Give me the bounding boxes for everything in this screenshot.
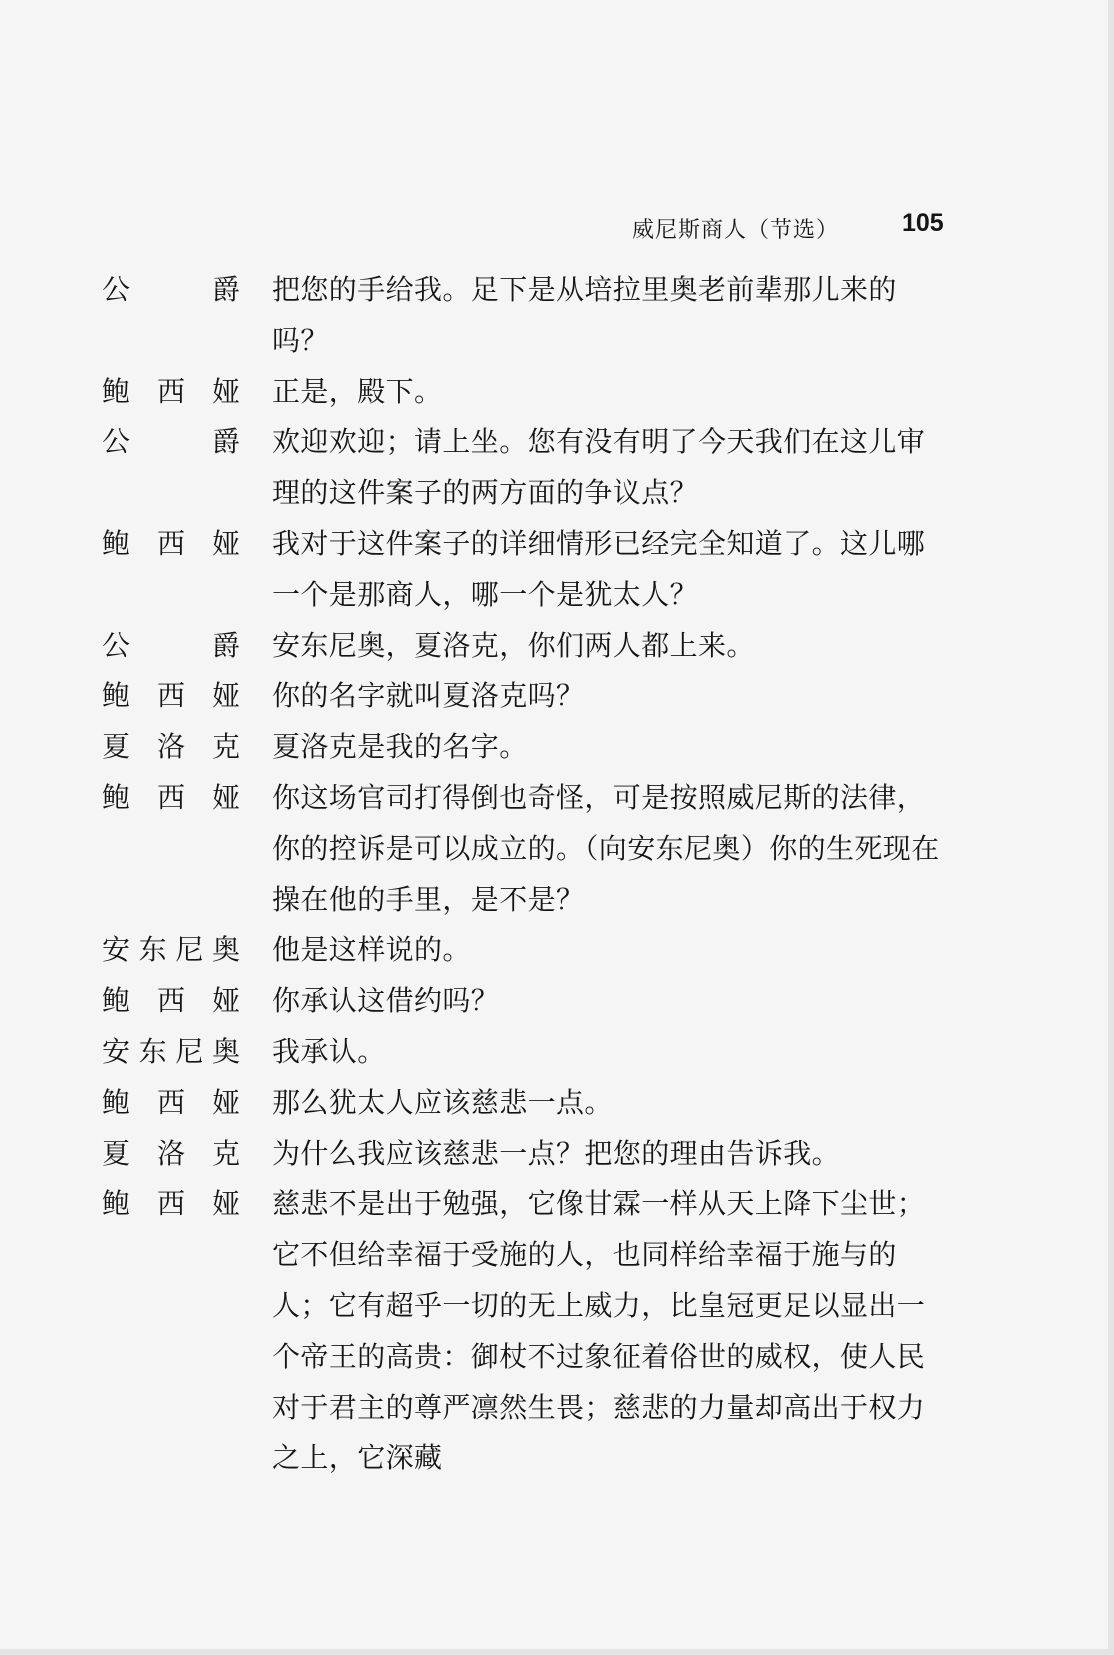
speech-text: 那么犹太人应该慈悲一点。 — [272, 1085, 613, 1119]
speech-text: 为什么我应该慈悲一点？把您的理由告诉我。 — [272, 1136, 841, 1170]
speech-text: 慈悲不是出于勉强，它像甘霖一样从天上降下尘世；它不但给幸福于受施的人，也同样给幸福于施与的人；它有超乎一切的无上威力，比皇冠更足以显出一个帝王的高贵：御杖不过象征着俗世的威权，使人民对于君主的尊严凛然生畏；慈悲的力量却高出于权力之上，它深藏 — [272, 1187, 926, 1475]
speech-text: 我对于这件案子的详细情形已经完全知道了。这儿哪一个是那商人，哪一个是犹太人？ — [272, 526, 926, 611]
speaker-name: 鲍西娅 — [102, 780, 240, 814]
page-number: 105 — [902, 209, 944, 237]
speaker-name: 鲍西娅 — [102, 374, 240, 408]
speech-text: 安东尼奥，夏洛克，你们两人都上来。 — [272, 628, 755, 662]
dialogue-entry — [102, 417, 1012, 519]
speaker-name: 安东尼奥 — [102, 1034, 240, 1068]
dialogue-entry — [102, 1129, 1012, 1180]
dialogue-entry — [102, 773, 1012, 925]
speech-text: 你的名字就叫夏洛克吗？ — [272, 679, 585, 713]
speaker-name: 公 爵 — [102, 628, 240, 662]
dialogue-entry — [102, 1179, 1012, 1484]
speaker-name: 鲍西娅 — [102, 1187, 240, 1221]
page-edge-right — [1108, 0, 1114, 1655]
speaker-name: 夏洛克 — [102, 1136, 240, 1170]
speech-text: 你这场官司打得倒也奇怪，可是按照威尼斯的法律，你的控诉是可以成立的。（向安东尼奥）你的生死现在操在他的手里，是不是？ — [272, 780, 940, 916]
dialogue-entry — [102, 367, 1012, 418]
speaker-name: 鲍西娅 — [102, 1085, 240, 1119]
speaker-name: 鲍西娅 — [102, 679, 240, 713]
speech-text: 我承认。 — [272, 1034, 386, 1068]
dialogue-block — [102, 265, 1012, 1484]
dialogue-entry — [102, 519, 1012, 621]
running-title: 威尼斯商人（节选） — [632, 218, 840, 243]
speech-text: 你承认这借约吗？ — [272, 984, 500, 1018]
dialogue-entry — [102, 621, 1012, 672]
speech-text: 把您的手给我。足下是从培拉里奥老前辈那儿来的吗？ — [272, 273, 897, 357]
dialogue-entry — [102, 265, 1012, 367]
dialogue-entry — [102, 976, 1012, 1027]
speaker-name: 鲍西娅 — [102, 984, 240, 1018]
speech-text: 正是，殿下。 — [272, 374, 443, 408]
page-edge-bottom — [0, 1649, 1114, 1655]
speaker-name: 公 爵 — [102, 425, 240, 459]
dialogue-entry — [102, 925, 1012, 976]
speaker-name: 公 爵 — [102, 273, 240, 306]
speaker-name: 安东尼奥 — [102, 933, 240, 967]
running-header — [620, 208, 944, 244]
dialogue-entry — [102, 722, 1012, 773]
speech-text: 夏洛克是我的名字。 — [272, 730, 528, 764]
speaker-name: 夏洛克 — [102, 730, 240, 764]
speech-text: 他是这样说的。 — [272, 933, 471, 967]
dialogue-entry — [102, 1027, 1012, 1078]
dialogue-entry — [102, 1078, 1012, 1129]
speaker-name: 鲍西娅 — [102, 526, 240, 560]
speech-text: 欢迎欢迎；请上坐。您有没有明了今天我们在这儿审理的这件案子的两方面的争议点？ — [272, 425, 926, 510]
dialogue-entry — [102, 671, 1012, 722]
